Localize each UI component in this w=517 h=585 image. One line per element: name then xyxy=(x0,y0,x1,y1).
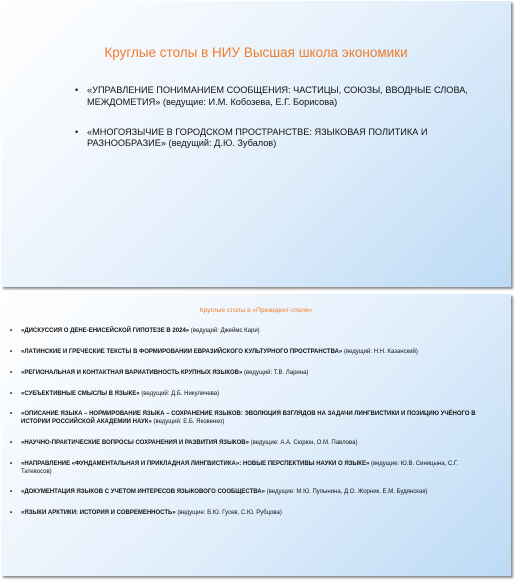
roundtable-title: «УПРАВЛЕНИЕ ПОНИМАНИЕМ СООБЩЕНИЯ: ЧАСТИЦЫ, СОЮЗЫ, ВВОДНЫЕ СЛОВА, МЕЖДОМЕТИЯ» xyxy=(87,85,468,107)
roundtable-leaders: (ведущий: Е.Б. Яковенко) xyxy=(151,419,225,426)
roundtable-title: «МНОГОЯЗЫЧИЕ В ГОРОДСКОМ ПРОСТРАНСТВЕ: ЯЗЫКОВАЯ ПОЛИТИКА И РАЗНООБРАЗИЕ» xyxy=(87,126,428,149)
roundtable-leaders: (ведущий: Д.Ю. Зубалов) xyxy=(165,138,277,149)
list-item xyxy=(9,461,487,476)
bullet-icon: • xyxy=(10,510,13,517)
roundtable-title: «РЕГИОНАЛЬНАЯ И КОНТАКТНАЯ ВАРИАТИВНОСТЬ КРУПНЫХ ЯЗЫКОВ» xyxy=(21,369,243,376)
bullet-list xyxy=(9,328,487,531)
bullet-icon: • xyxy=(10,328,13,334)
list-item xyxy=(9,440,487,448)
bullet-list xyxy=(75,85,481,168)
roundtable-leaders: (ведущие: Ю.В. Синицына, С.Г. Татевосов) xyxy=(21,460,459,475)
list-item xyxy=(9,391,487,399)
roundtable-title: «НАПРАВЛЕНИЕ «ФУНДАМЕНТАЛЬНАЯ И ПРИКЛАДНАЯ ЛИНГВИСТИКА»: НОВЫЕ ПЕРСПЕКТИВЫ НАУКИ О ЯЗЫКЕ» xyxy=(21,460,370,467)
bullet-icon: • xyxy=(10,348,13,355)
slide-president-hotel xyxy=(1,294,511,576)
roundtable-leaders: (ведущий: Т.В. Ларина) xyxy=(242,369,309,376)
roundtable-title: «НАУЧНО-ПРАКТИЧЕСКИЕ ВОПРОСЫ СОХРАНЕНИЯ И РАЗВИТИЯ ЯЗЫКОВ» xyxy=(21,439,249,446)
roundtable-title: «ЛАТИНСКИЕ И ГРЕЧЕСКИЕ ТЕКСТЫ В ФОРМИРОВАНИИ ЕВРАЗИЙСКОГО КУЛЬТУРНОГО ПРОСТРАНСТВА» xyxy=(21,348,343,355)
roundtable-leaders: (ведущий: Джеймс Кари) xyxy=(189,328,260,334)
roundtable-leaders: (ведущие: М.Ю. Пупынина, Д.О. Жорник, Е.М. Будянская) xyxy=(264,489,428,496)
list-item xyxy=(9,328,487,336)
roundtable-leaders: (ведущий: Д.Б. Никуличева) xyxy=(139,390,220,397)
list-item xyxy=(9,489,487,497)
roundtable-title: «ЯЗЫКИ АРКТИКИ: ИСТОРИЯ И СОВРЕМЕННОСТЬ» xyxy=(21,510,176,517)
bullet-icon: • xyxy=(10,460,13,467)
list-item xyxy=(75,127,481,151)
list-item xyxy=(9,370,487,378)
list-item xyxy=(75,85,481,109)
bullet-icon: • xyxy=(10,390,13,397)
slide-hse xyxy=(1,1,511,287)
list-item xyxy=(9,510,487,518)
roundtable-leaders: (ведущий: Н.Н. Казанский) xyxy=(342,348,418,355)
list-item xyxy=(9,349,487,357)
bullet-icon: • xyxy=(10,439,13,446)
bullet-icon: • xyxy=(75,126,79,137)
bullet-icon: • xyxy=(10,369,13,376)
slide-title: Круглые столы в НИУ Высшая школа экономики xyxy=(104,45,408,60)
roundtable-leaders: (ведущие: И.М. Кобозева, Е.Г. Борисова) xyxy=(160,96,338,107)
bullet-icon: • xyxy=(75,85,79,95)
roundtable-title: «ДОКУМЕНТАЦИЯ ЯЗЫКОВ С УЧЕТОМ ИНТЕРЕСОВ ЯЗЫКОВОГО СООБЩЕСТВА» xyxy=(21,489,265,496)
roundtable-leaders: (ведущие: В.Ю. Гусев, С.Ю. Рубцова) xyxy=(175,510,282,517)
bullet-icon: • xyxy=(10,489,13,496)
roundtable-title: «СУБЪЕКТИВНЫЕ СМЫСЛЫ В ЯЗЫКЕ» xyxy=(21,390,140,397)
slide-title: Круглые столы в «Президент-отеле» xyxy=(199,307,313,314)
list-item xyxy=(9,411,487,426)
roundtable-title: «ДИСКУССИЯ О ДЕНЕ-ЕНИСЕЙСКОЙ ГИПОТЕЗЕ В 2024» xyxy=(21,328,190,334)
roundtable-leaders: (ведущие: А.А. Сюрюн, О.М. Павлова) xyxy=(248,439,358,446)
roundtable-title: «ОПИСАНИЕ ЯЗЫКА – НОРМИРОВАНИЕ ЯЗЫКА – СОХРАНЕНИЕ ЯЗЫКОВ: ЭВОЛЮЦИЯ ВЗГЛЯДОВ НА ЗАДАЧИ ЛИНГВИСТИКИ И ПОЗИЦИЮ УЧЁНОГО В ИСТОРИИ РОССИЙСКОЙ АКАДЕМИИ НАУК» xyxy=(21,411,476,426)
bullet-icon: • xyxy=(10,411,13,418)
